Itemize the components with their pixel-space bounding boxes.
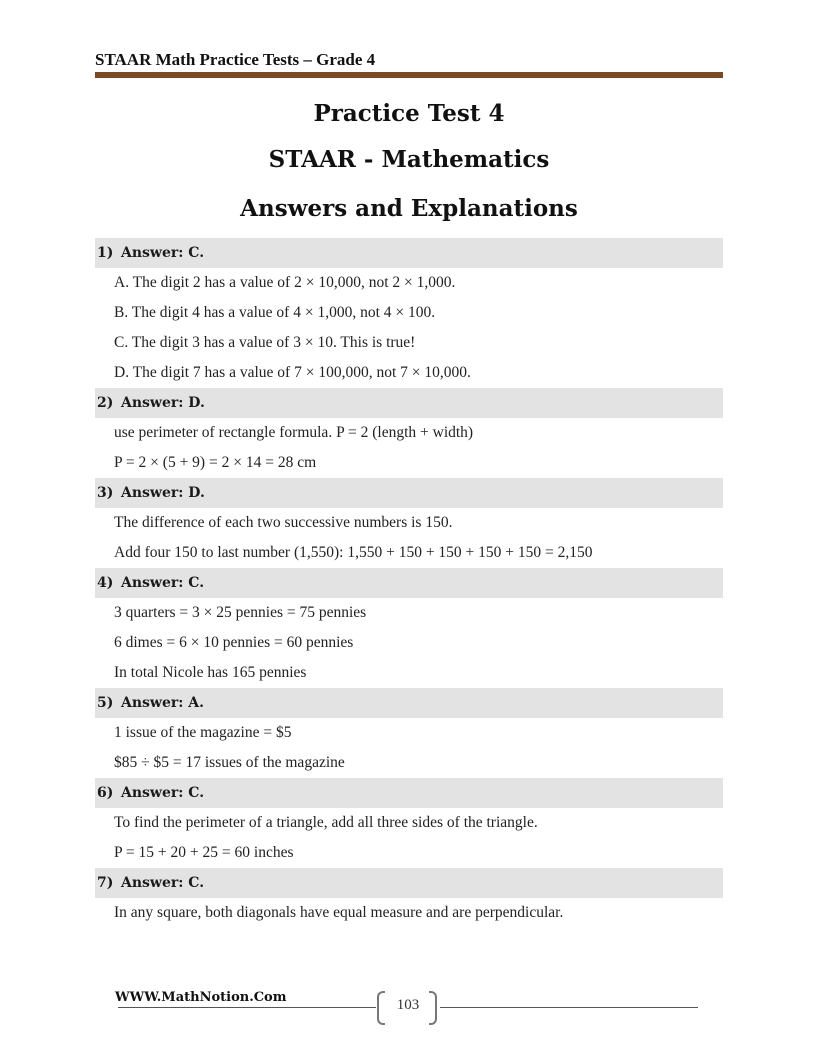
- title-block: [95, 94, 723, 220]
- answer-label: Answer: C.: [121, 245, 205, 261]
- explanation-line: Add four 150 to last number (1,550): 1,550 + 150 + 150 + 150 + 150 = 2,150: [114, 544, 593, 561]
- question-number: 4): [97, 575, 114, 591]
- running-header: STAAR Math Practice Tests – Grade 4: [95, 50, 376, 69]
- question-number: 6): [97, 785, 114, 801]
- explanation-line: A. The digit 2 has a value of 2 × 10,000, not 2 × 1,000.: [114, 274, 456, 291]
- question-number: 5): [97, 695, 114, 711]
- answer-heading: [95, 388, 723, 418]
- answer-heading: [95, 478, 723, 508]
- answer-list: [95, 238, 723, 928]
- footer-rule-left: [118, 1007, 376, 1008]
- answer-label: Answer: A.: [121, 695, 205, 711]
- explanation-line: The difference of each two successive numbers is 150.: [114, 514, 453, 531]
- answer-heading: [95, 868, 723, 898]
- explanation-line: To find the perimeter of a triangle, add all three sides of the triangle.: [114, 814, 538, 831]
- explanation-line: In total Nicole has 165 pennies: [114, 664, 307, 681]
- question-number: 7): [97, 875, 114, 891]
- answer-label: Answer: D.: [121, 485, 205, 501]
- question-number: 1): [97, 245, 114, 261]
- explanation-line: B. The digit 4 has a value of 4 × 1,000, not 4 × 100.: [114, 304, 436, 321]
- answer-heading: [95, 688, 723, 718]
- question-number: 3): [97, 485, 114, 501]
- question-number: 2): [97, 395, 114, 411]
- left-brace-icon: [377, 991, 385, 1025]
- right-brace-icon: [429, 991, 437, 1025]
- header-rule: [95, 72, 723, 78]
- explanation-line: 1 issue of the magazine = $5: [114, 724, 292, 741]
- answer-label: Answer: C.: [121, 875, 205, 891]
- answer-label: Answer: C.: [121, 785, 205, 801]
- answer-heading: [95, 568, 723, 598]
- explanation-line: P = 2 × (5 + 9) = 2 × 14 = 28 cm: [114, 454, 317, 471]
- page-title: Practice Test 4: [313, 100, 505, 127]
- answer-heading: [95, 778, 723, 808]
- subject-title: STAAR - Mathematics: [268, 146, 550, 173]
- footer-rule-right: [440, 1007, 698, 1008]
- explanation-line: D. The digit 7 has a value of 7 × 100,000, not 7 × 10,000.: [114, 364, 471, 381]
- explanation-line: 6 dimes = 6 × 10 pennies = 60 pennies: [114, 634, 354, 651]
- answer-label: Answer: C.: [121, 575, 205, 591]
- footer-website: WWW.MathNotion.Com: [115, 990, 287, 1005]
- explanation-line: use perimeter of rectangle formula. P = 2 (length + width): [114, 424, 474, 441]
- answer-heading: [95, 238, 723, 268]
- answer-label: Answer: D.: [121, 395, 205, 411]
- explanation-line: C. The digit 3 has a value of 3 × 10. This is true!: [114, 334, 416, 351]
- explanation-line: P = 15 + 20 + 25 = 60 inches: [114, 844, 294, 861]
- explanation-line: 3 quarters = 3 × 25 pennies = 75 pennies: [114, 604, 367, 621]
- section-title: Answers and Explanations: [240, 195, 578, 222]
- page-number: 103: [396, 997, 420, 1013]
- explanation-line: In any square, both diagonals have equal measure and are perpendicular.: [114, 904, 564, 921]
- explanation-line: $85 ÷ $5 = 17 issues of the magazine: [114, 754, 345, 771]
